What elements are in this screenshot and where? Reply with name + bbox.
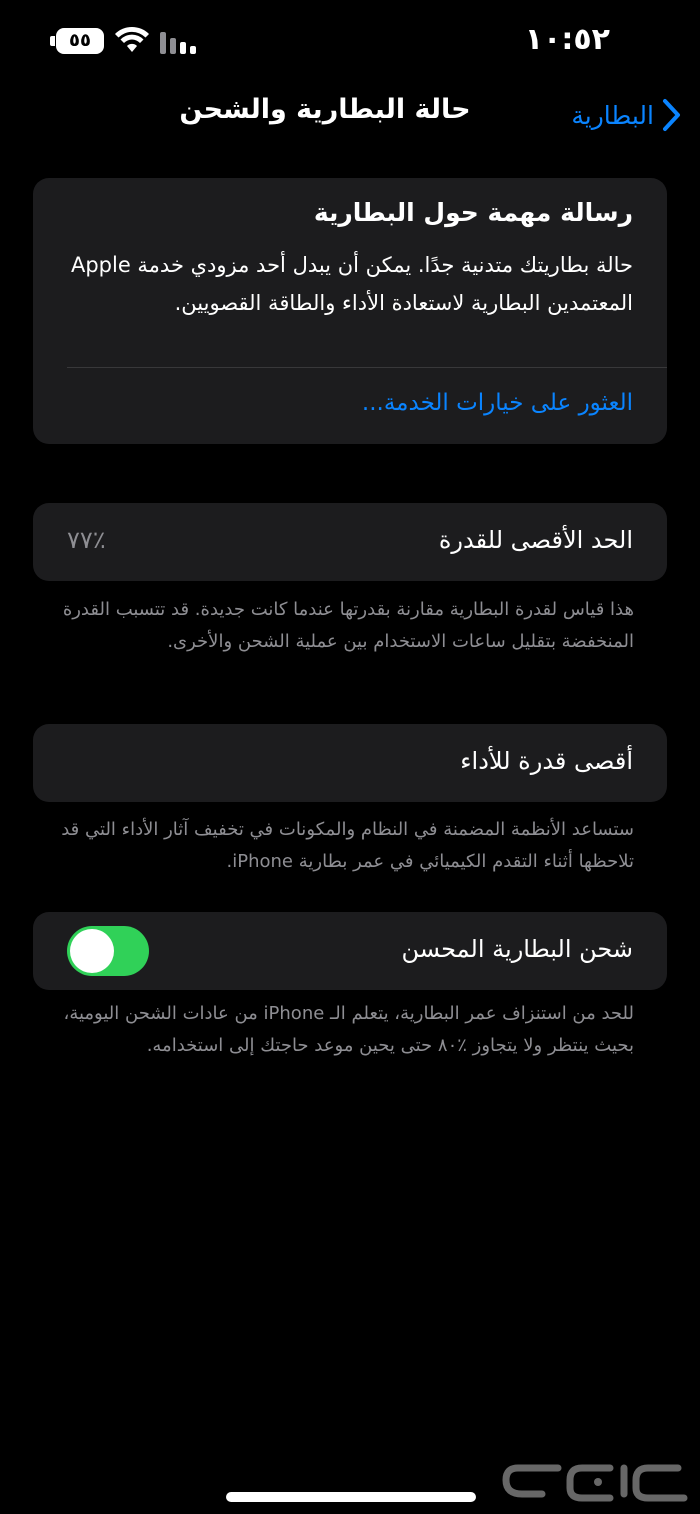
toggle-knob	[70, 929, 114, 973]
battery-icon: ٥٥	[56, 28, 104, 54]
find-service-options-link[interactable]: العثور على خيارات الخدمة...	[361, 390, 633, 416]
wifi-icon	[114, 26, 150, 54]
optimized-charging-row	[33, 912, 667, 990]
back-button[interactable]	[571, 92, 682, 138]
optimized-charging-label: شحن البطارية المحسن	[401, 935, 633, 963]
status-time: ١٠:٥٢	[524, 22, 610, 57]
back-button-label: البطارية	[571, 100, 654, 130]
cellular-signal-icon	[158, 30, 198, 54]
status-bar	[0, 0, 700, 80]
maximum-capacity-label: الحد الأقصى للقدرة	[438, 526, 633, 554]
divider	[67, 367, 667, 368]
peak-performance-footnote: ستساعد الأنظمة المضمنة في النظام والمكونات في تخفيف آثار الأداء التي قد تلاحظها أثناء التقدم الكيميائي في عمر بطارية iPhone.	[61, 819, 634, 872]
chevron-right-icon	[660, 98, 682, 132]
peak-performance-row	[33, 724, 667, 802]
home-indicator[interactable]	[226, 1492, 476, 1502]
battery-message-card	[33, 178, 667, 444]
maximum-capacity-value: ٪٧٧	[67, 526, 106, 554]
battery-message-title: رسالة مهمة حول البطارية	[313, 198, 633, 227]
haraj-logo	[498, 1454, 688, 1508]
navigation-bar	[0, 80, 700, 150]
maximum-capacity-footnote: هذا قياس لقدرة البطارية مقارنة بقدرتها عندما كانت جديدة. قد تتسبب القدرة المنخفضة بتقليل ساعات الاستخدام بين عملية الشحن والأخرى.	[62, 599, 634, 652]
page-title-text: حالة البطارية والشحن	[179, 94, 471, 125]
peak-performance-label: أقصى قدرة للأداء	[460, 747, 633, 775]
maximum-capacity-row	[33, 503, 667, 581]
optimized-charging-footnote: للحد من استنزاف عمر البطارية، يتعلم الـ iPhone من عادات الشحن اليومية، بحيث ينتظر ولا يتجاوز ٪٨٠ حتى يحين موعد حاجتك إلى استخدامه.	[63, 1003, 634, 1056]
battery-message-body: حالة بطاريتك متدنية جدًا. يمكن أن يبدل أحد مزودي خدمة Apple المعتمدين البطارية لاستعادة الأداء والطاقة القصويين.	[70, 253, 633, 315]
battery-nub	[50, 36, 55, 46]
optimized-charging-toggle[interactable]	[67, 926, 149, 976]
